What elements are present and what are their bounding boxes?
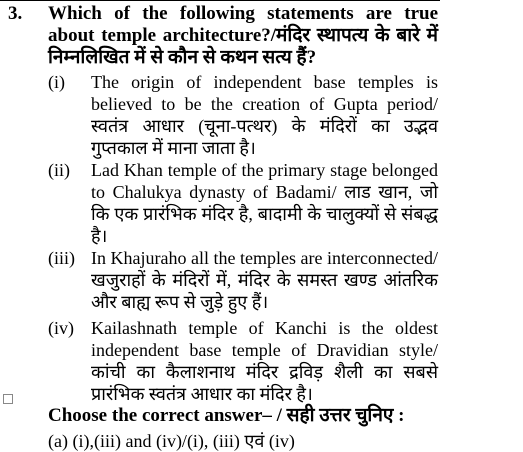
answer-instruction: Choose the correct answer– / सही उत्तर चुनिए :: [48, 405, 405, 426]
option-iv-text: Kailashnath temple of Kanchi is the oldest independent base temple of Dravidian style/ कांची का कैलाशनाथ मंदिर द्रविड़ शैली का सबसे प्रारंभिक स्वतंत्र आधार का मंदिर है।: [91, 318, 438, 404]
option-i: [48, 71, 438, 159]
option-iii: [48, 247, 438, 313]
option-iv-label: (iv): [48, 318, 74, 338]
answer-option-a-partial: (a) (i),(iii) and (iv)/(i), (iii) एवं (iv): [48, 431, 295, 451]
option-iii-label: (iii): [48, 248, 75, 268]
option-ii-text: Lad Khan temple of the primary stage belonged to Chalukya dynasty of Badami/ लाड खान, जो कि एक प्रारंभिक मंदिर है, बादामी के चालुक्यों से संबद्ध है।: [91, 160, 438, 246]
option-iii-text: In Khajuraho all the temples are interconnected/खजुराहों के मंदिरों में, मंदिर के समस्त खण्ड आंतरिक और बाह्य रूप से जुड़े हुए हैं।: [91, 248, 438, 312]
question-stem: Which of the following statements are true about temple architecture?/मंदिर स्थापत्य के बारे में निम्नलिखित में से कौन से कथन सत्य हैं?: [48, 3, 438, 68]
option-ii-label: (ii): [48, 160, 70, 180]
top-rule: [0, 0, 440, 1]
option-ii: [48, 159, 438, 247]
option-i-text: The origin of independent base temples is believed to be the creation of Gupta period/स्वतंत्र आधार (चूना-पत्थर) के मंदिरों का उद्भव गुप्तकाल में माना जाता है।: [91, 72, 438, 158]
option-i-label: (i): [48, 72, 65, 92]
option-iv: [48, 317, 438, 405]
question-number: 3.: [8, 3, 23, 24]
margin-checkbox: [3, 394, 13, 404]
